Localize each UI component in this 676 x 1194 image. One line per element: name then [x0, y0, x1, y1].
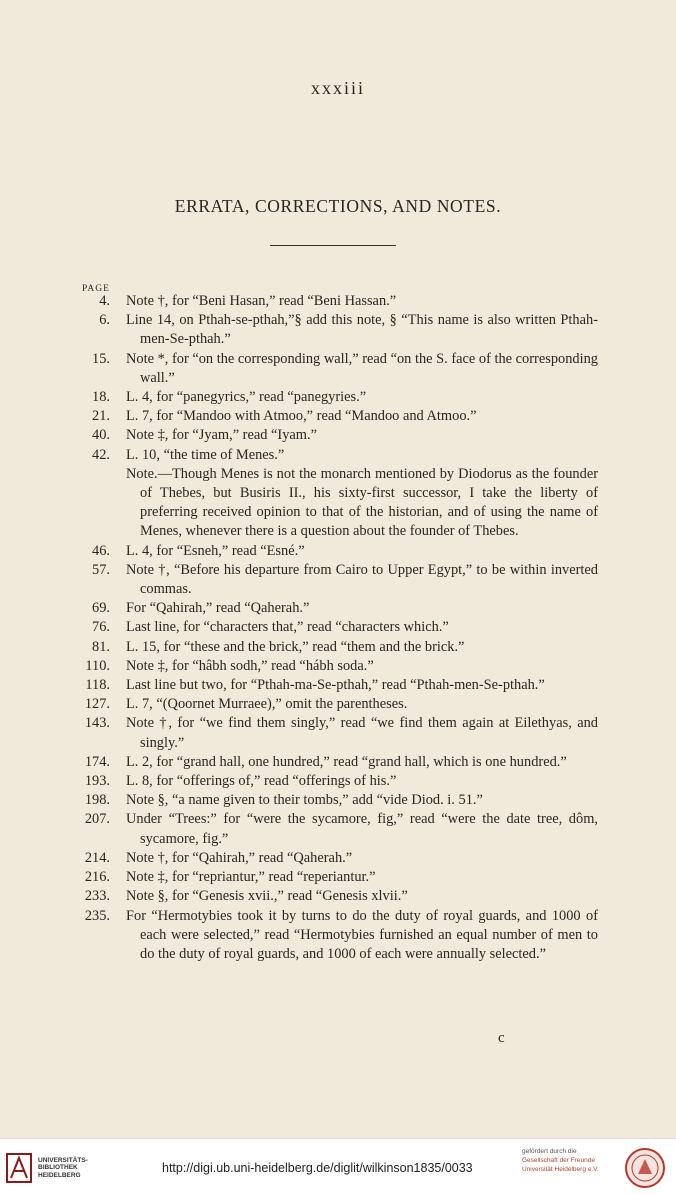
errata-page-number: 4.: [99, 293, 110, 309]
sponsor-credit: [522, 1147, 599, 1174]
errata-entry: [70, 426, 598, 445]
errata-text: Note †, for “Beni Hasan,” read “Beni Hassan.”: [126, 293, 397, 309]
errata-page-number: 118.: [85, 677, 110, 694]
errata-entry: [70, 695, 598, 714]
errata-page-number: 69.: [92, 600, 110, 617]
sponsor-name-line2: Universität Heidelberg e.V.: [522, 1166, 599, 1173]
errata-entry: [70, 542, 598, 561]
errata-entry: [70, 618, 598, 637]
errata-entry: [70, 657, 598, 676]
errata-page-number: 235.: [84, 907, 110, 924]
errata-page-number: 207.: [84, 811, 110, 828]
errata-page-number: 110.: [85, 657, 110, 674]
errata-page-number: 40.: [92, 427, 110, 444]
errata-page-number: 46.: [92, 542, 110, 559]
errata-page-number: 21.: [92, 408, 110, 425]
errata-text: Under “Trees:” for “were the sycamore, fig,” read “were the date tree, dôm, sycamore, fig.”: [126, 811, 598, 847]
library-logo[interactable]: [6, 1153, 88, 1183]
library-name: [38, 1157, 88, 1180]
errata-page-number: 76.: [92, 619, 110, 636]
errata-text: L. 2, for “grand hall, one hundred,” read “grand hall, which is one hundred.”: [126, 753, 567, 770]
page-title: ERRATA, CORRECTIONS, AND NOTES.: [174, 196, 502, 216]
errata-text: Note §, for “Genesis xvii.,” read “Genesis xlvii.”: [126, 888, 408, 905]
sponsor-name-line1: Gesellschaft der Freunde: [522, 1157, 595, 1164]
errata-text: L. 10, “the time of Menes.”: [126, 446, 285, 463]
errata-text: Line 14, on Pthah-se-pthah,”§ add this note, § “This name is also written Pthah-men-Se-pthah.”: [126, 312, 598, 348]
errata-text: L. 7, for “Mandoo with Atmoo,” read “Mandoo and Atmoo.”: [126, 408, 477, 425]
page-column-label: PAGE: [82, 284, 110, 294]
errata-entry: [70, 676, 598, 695]
errata-text: Note §, “a name given to their tombs,” add “vide Diod. i. 51.”: [126, 792, 483, 809]
errata-entry: [70, 561, 598, 599]
errata-entry: [70, 753, 598, 772]
errata-page-number: 174.: [84, 753, 110, 770]
errata-entry: [70, 311, 598, 349]
title-rule: [270, 245, 396, 246]
errata-text: For “Qahirah,” read “Qaherah.”: [126, 600, 310, 617]
errata-entry: [70, 868, 598, 887]
permalink-url[interactable]: http://digi.ub.uni-heidelberg.de/diglit/wilkinson1835/0033: [162, 1161, 473, 1175]
errata-entry: [70, 907, 598, 965]
errata-text: Note ‡, for “repriantur,” read “reperiantur.”: [126, 869, 376, 886]
errata-list: [70, 292, 598, 964]
errata-text: Note ‡, for “Jyam,” read “Iyam.”: [126, 427, 317, 444]
errata-text: L. 15, for “these and the brick,” read “them and the brick.”: [126, 638, 465, 655]
errata-entry: [70, 388, 598, 407]
errata-text: Note †, for “Qahirah,” read “Qaherah.”: [126, 849, 353, 866]
errata-entry: [70, 407, 598, 426]
errata-page-number: 57.: [92, 561, 110, 578]
errata-text: Note ‡, for “hâbh sodh,” read “hábh soda.”: [126, 657, 374, 674]
errata-entry: [70, 350, 598, 388]
errata-text: L. 7, “(Qoornet Murraee),” omit the parentheses.: [126, 696, 408, 713]
errata-entry: [70, 887, 598, 906]
page-number: xxxiii: [310, 78, 365, 98]
errata-text: L. 4, for “Esneh,” read “Esné.”: [126, 542, 305, 559]
errata-page-number: 42.: [92, 446, 110, 463]
errata-text: Note *, for “on the corresponding wall,” read “on the S. face of the corresponding wall.”: [126, 350, 598, 386]
errata-text: L. 8, for “offerings of,” read “offerings of his.”: [126, 773, 397, 790]
errata-page-number: 6.: [99, 312, 110, 329]
university-seal-icon: [624, 1147, 666, 1189]
errata-page-number: 18.: [92, 389, 110, 406]
errata-text: Note †, “Before his departure from Cairo to Upper Egypt,” to be within inverted commas.: [126, 561, 598, 598]
errata-note: Note.—Though Menes is not the monarch mentioned by Diodorus as the founder of Thebes, but Busiris II., his sixty-first successor, I take the liberty of preferring received opinion to that of the historian, and of using the name of Menes, whenever there is a question about the founder of Thebes.: [126, 465, 598, 540]
errata-text: Last line but two, for “Pthah-ma-Se-pthah,” read “Pthah-men-Se-pthah.”: [126, 677, 545, 694]
errata-page-number: 198.: [84, 792, 110, 809]
errata-entry: [70, 446, 598, 465]
errata-page-number: 81.: [92, 638, 110, 655]
errata-entry: [70, 599, 598, 618]
errata-text: Note †, for “we find them singly,” read “we find them again at Eilethyas, and singly.”: [126, 715, 598, 751]
errata-entry: [70, 772, 598, 791]
errata-page-number: 214.: [84, 849, 110, 866]
errata-entry: [70, 714, 598, 752]
errata-entry: [70, 849, 598, 868]
library-name-line3: HEIDELBERG: [38, 1171, 81, 1179]
errata-page-number: 216.: [84, 869, 110, 886]
signature-mark: c: [498, 1030, 505, 1046]
footer-bar: [0, 1138, 676, 1194]
errata-page-number: 233.: [84, 888, 110, 905]
errata-text: For “Hermotybies took it by turns to do the duty of royal guards, and 1000 of each were selected,” read “Hermotybies furnished an equal number of men to do the duty of royal guards, and 1000 of each were annually selected.”: [126, 907, 598, 962]
errata-entry: [70, 638, 598, 657]
errata-text: Last line, for “characters that,” read “characters which.”: [126, 619, 449, 636]
library-name-line2: BIBLIOTHEK: [38, 1164, 78, 1172]
errata-page-number: 193.: [84, 773, 110, 790]
sponsor-label: gefördert durch die: [522, 1148, 577, 1155]
errata-page-number: 127.: [84, 696, 110, 713]
errata-entry: [70, 292, 598, 311]
errata-page-number: 15.: [92, 350, 110, 367]
library-crest-icon: [6, 1153, 32, 1183]
errata-entry: [70, 791, 598, 810]
errata-entry: [70, 810, 598, 848]
errata-page-number: 143.: [84, 715, 110, 732]
errata-text: L. 4, for “panegyrics,” read “panegyries.”: [126, 389, 367, 406]
library-name-line1: UNIVERSITÄTS-: [38, 1156, 88, 1164]
